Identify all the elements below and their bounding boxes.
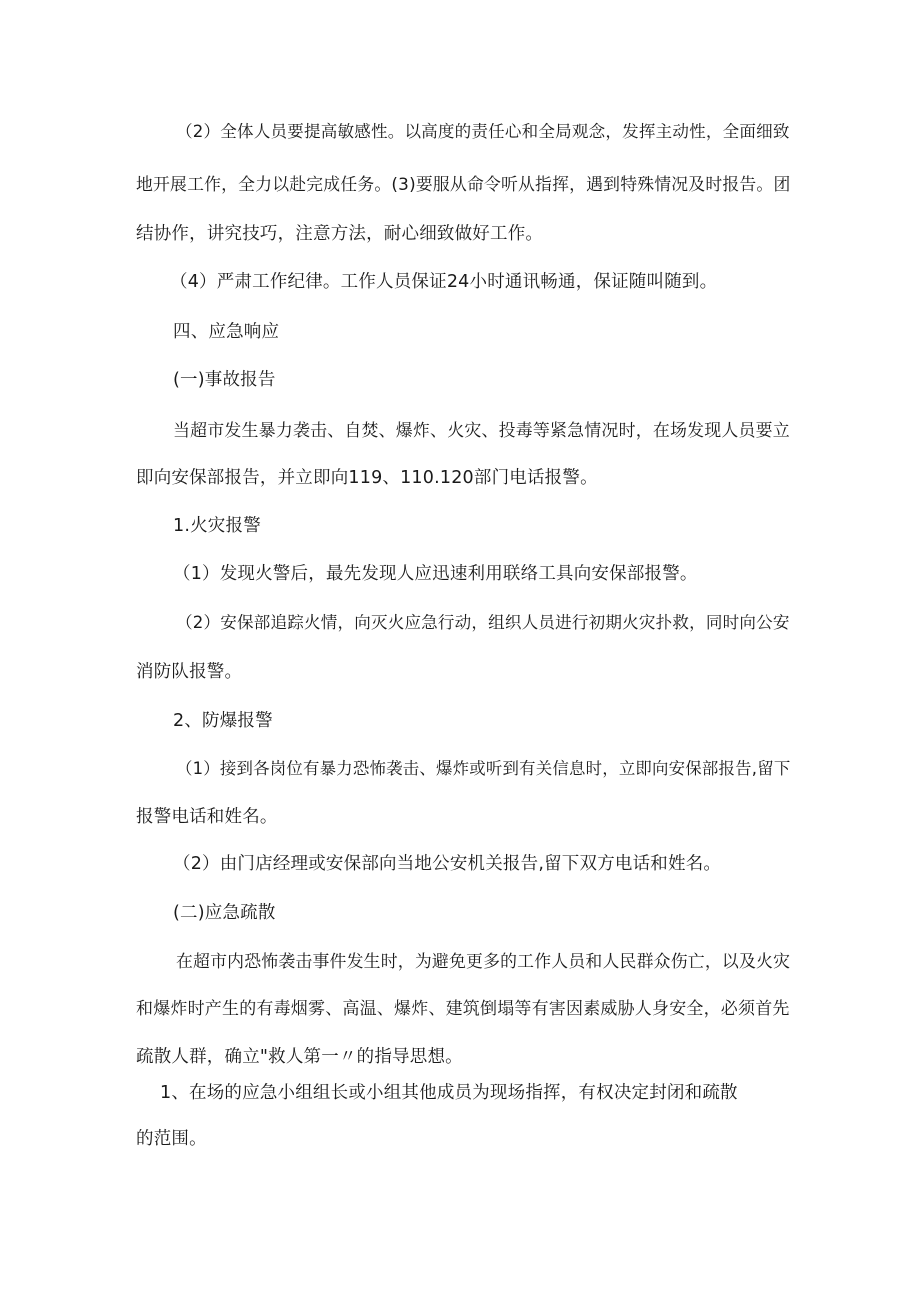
text-line: 即向安保部报告，并立即向119、110.120部门电话报警。	[136, 468, 598, 488]
text-line: 的范围。	[136, 1129, 207, 1149]
text-line: （1）发现火警后，最先发现人应迅速利用联络工具向安保部报警。	[173, 564, 698, 584]
text-line: 疏散人群，确立"救人第一〃的指导思想。	[136, 1047, 463, 1067]
text-line: 报警电话和姓名。	[136, 807, 278, 827]
text-line: （2）由门店经理或安保部向当地公安机关报告,留下双方电话和姓名。	[173, 854, 722, 874]
text-line: 1、在场的应急小组组长或小组其他成员为现场指挥，有权决定封闭和疏散	[160, 1083, 738, 1103]
text-line: 结协作，讲究技巧，注意方法，耐心细致做好工作。	[136, 224, 544, 244]
text-line: （2）全体人员要提高敏感性。以高度的责任心和全局观念，发挥主动性，全面细致	[176, 122, 790, 141]
text-line: （1）接到各岗位有暴力恐怖袭击、爆炸或听到有关信息时，立即向安保部报告,留下	[176, 759, 791, 778]
subsection-heading: (一)事故报告	[173, 370, 276, 390]
text-line: 在超市内恐怖袭击事件发生时，为避免更多的工作人员和人民群众伤亡，以及火灾	[176, 951, 791, 971]
item-heading: 2、防爆报警	[173, 711, 273, 731]
text-line: （2）安保部追踪火情，向灭火应急行动，组织人员进行初期火灾扑救，同时向公安	[176, 613, 790, 632]
item-heading: 1.火灾报警	[173, 516, 261, 536]
text-line: 地开展工作，全力以赴完成任务。(3)要服从命令听从指挥，遇到特殊情况及时报告。团	[136, 174, 791, 194]
text-line: 消防队报警。	[136, 662, 243, 682]
section-heading: 四、应急响应	[173, 322, 280, 342]
text-line: 和爆炸时产生的有毒烟雾、高温、爆炸、建筑倒塌等有害因素威胁人身安全，必须首先	[136, 999, 790, 1019]
subsection-heading: (二)应急疏散	[173, 903, 276, 923]
text-line: 当超市发生暴力袭击、自焚、爆炸、火灾、投毒等紧急情况时，在场发现人员要立	[173, 420, 790, 440]
text-line: （4）严肃工作纪律。工作人员保证24小时通讯畅通，保证随叫随到。	[170, 272, 718, 292]
